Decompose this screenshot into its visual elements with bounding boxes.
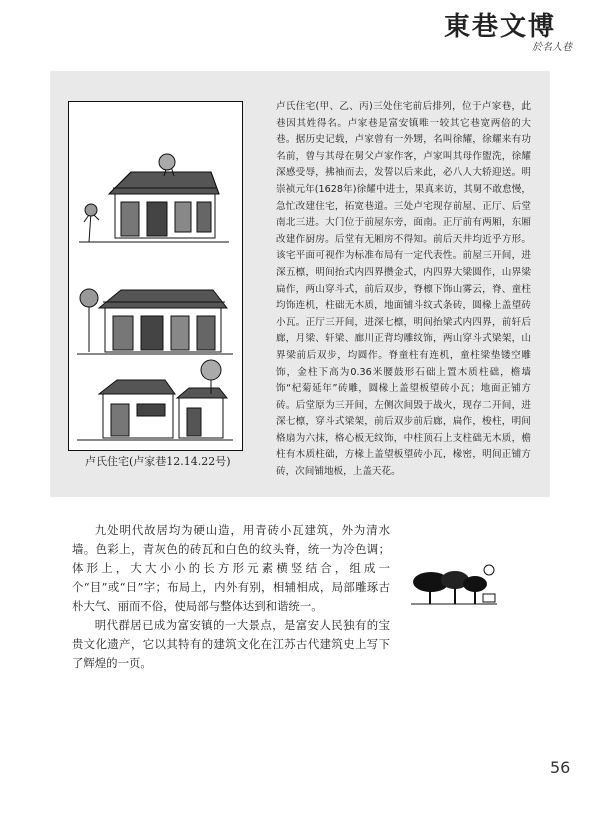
house-1-drawing (79, 154, 229, 242)
illustration-caption: 卢氏住宅(卢家巷12.14.22号) (85, 455, 231, 468)
house-sketch-svg (69, 102, 242, 450)
header-subtitle: 於名人巷 (532, 42, 572, 53)
house-2-drawing (77, 289, 233, 354)
header-title: 東巷文博 (444, 12, 557, 42)
body-paragraph-1: 九处明代故居均为硬山造，用青砖小瓦建筑，外为清水墙。色彩上，青灰色的砖瓦和白色的纹头脊，统一为冷色调；体形上，大大小小的长方形元素横竖结合，组成一个“目”或“日”字；布局上，内外有别，相辅相成，局部雕琢古朴大气、丽而不俗，使局部与整体达到和谐统一。 (72, 523, 390, 613)
house-3-drawing (77, 360, 233, 440)
info-panel (50, 71, 550, 497)
page-number: 56 (550, 758, 571, 777)
trees-decoration-icon (409, 562, 499, 608)
header-logo (440, 6, 590, 58)
house-illustration (68, 101, 243, 451)
body-paragraph-2: 明代群居已成为富安镇的一大景点，是富安人民独有的宝贵文化遗产，它以其特有的建筑文化在江苏古代建筑史上写下了辉煌的一页。 (72, 618, 390, 670)
body-text (72, 521, 390, 673)
panel-description: 卢氏住宅(甲、乙、丙)三处住宅前后排列，位于卢家巷，此巷因其姓得名。卢家巷是富安镇唯一较其它巷宽两倍的大巷。据历史记载，卢家曾有一外甥，名叫徐耀，徐耀来有功名前，曾与其母在舅父卢家作客，卢家叫其母作盥洗，徐耀深感受辱，拂袖而去，发誓以后来此，必八人大轿迎送。明崇祯元年(1628年)徐耀中进士，果真来访，其舅不敢怠慢，急忙改建住宅，拓宽巷道。三处卢宅现存前屋、正厅、后堂南北三进。大门位于前屋东旁，面南。正厅前有两厢，东厢改建作厨房。后堂有无厢房不得知。前后天井均近乎方形。该宅平面可视作为标准布局有一定代表性。前屋三开间，进深五檩，明间抬式内四界攒金式，内四界大梁圆作，山界梁扁作，两山穿斗式，前后双步，脊檩下饰山雾云，脊、童柱均饰连机，柱础无木质，地面铺斗纹式条砖，圆椽上盖望砖小瓦。正厅三开间，进深七檩，明间抬梁式内四界，前轩后廊，月梁、轩梁、廊川正背均雕纹饰，两山穿斗式梁架，山界梁前后双步，均圆作。脊童柱有连机，童柱梁垫镂空雕饰，金柱下高为0.36米腰鼓形石础上置木质柱础，檐墙饰“杞菊延年”砖雕，圆椽上盖望板望砖小瓦；地面正铺方砖。后堂原为三开间，左侧次间毁于战火，现存二开间，进深七檩，穿斗式梁架，前后双步前后廊，扁作，梭柱，明间格扇为六抹，格心板无纹饰，中柱顶石上支柱础无木质，檐柱有木质柱础，方椽上盖望板望砖小瓦，椽密，明间正铺方砖，次间铺地板，上盖天花。 (276, 101, 531, 478)
